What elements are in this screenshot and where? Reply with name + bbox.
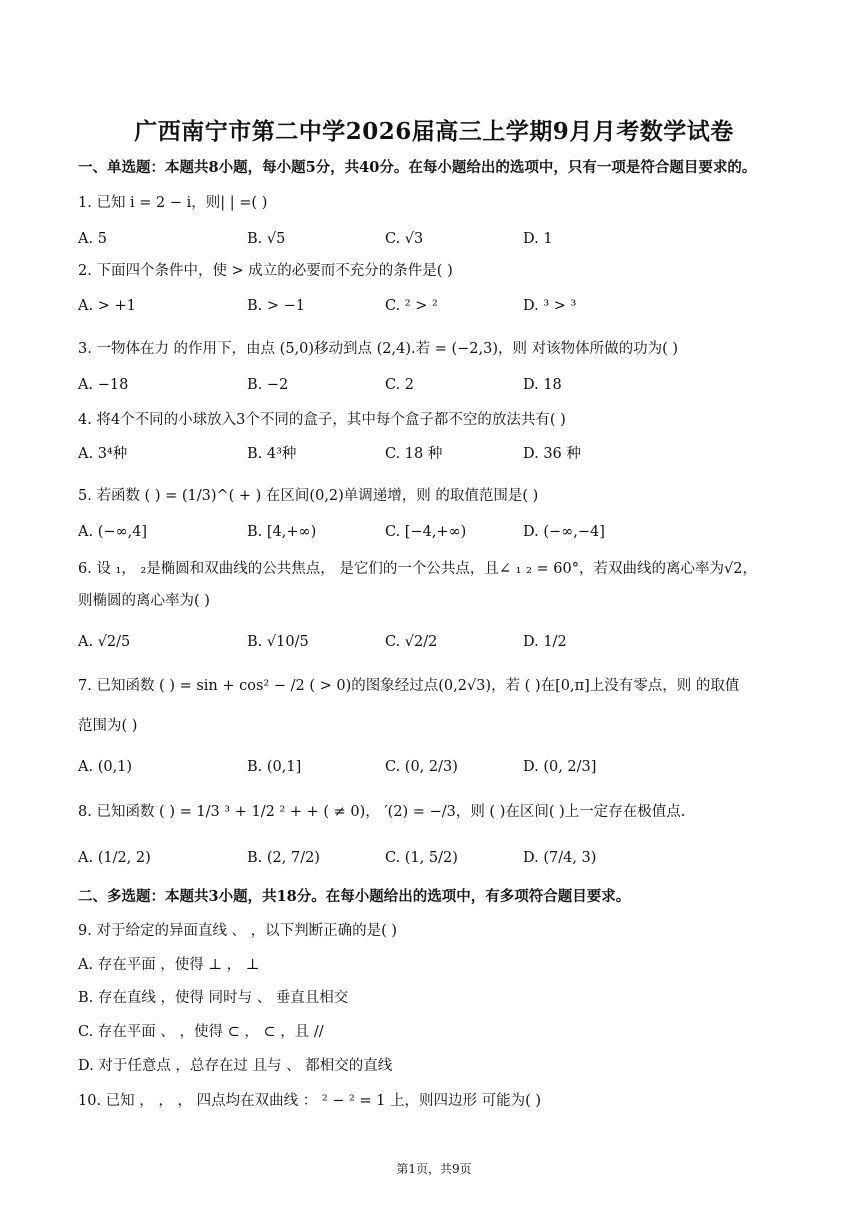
q4-option-b: B. 4³种 [247, 446, 297, 462]
q6-option-b: B. √10/5 [247, 634, 309, 650]
question-7-line-1: 7. 已知函数 ( ) = sin + cos² − /2 ( > 0)的图象经过点(0,2√3)，若 ( )在[0,π]上没有零点，则 的取值 [78, 678, 740, 694]
q4-option-c: C. 18 种 [385, 446, 443, 462]
question-4: 4. 将4个不同的小球放入3个不同的盒子，其中每个盒子都不空的放法共有( ) [78, 412, 566, 428]
question-5: 5. 若函数 ( ) = (1/3)^( + ) 在区间(0,2)单调递增，则 的取值范围是( ) [78, 488, 539, 504]
question-9: 9. 对于给定的异面直线 、 ，以下判断正确的是( ) [78, 923, 398, 939]
question-7-line-2: 范围为( ) [78, 718, 138, 734]
q8-option-c: C. (1, 5/2) [385, 850, 458, 866]
question-8: 8. 已知函数 ( ) = 1/3 ³ + 1/2 ² + + ( ≠ 0)， ′(2) = −/3，则 ( )在区间( )上一定存在极值点. [78, 804, 686, 820]
q3-option-d: D. 18 [523, 377, 562, 393]
page-title: 广西南宁市第二中学2026届高三上学期9月月考数学试卷 [134, 118, 734, 145]
q3-option-a: A. −18 [78, 377, 129, 393]
q8-option-a: A. (1/2, 2) [78, 850, 151, 866]
q7-option-b: B. (0,1] [247, 759, 302, 775]
question-6-line-2: 则椭圆的离心率为( ) [78, 593, 210, 609]
question-10: 10. 已知 ， ， ， 四点均在双曲线 ： ² − ² = 1 上，则四边形 可能为( ) [78, 1093, 542, 1109]
q1-option-d: D. 1 [523, 231, 553, 247]
q1-option-c: C. √3 [385, 231, 424, 247]
q9-option-a: A. 存在平面 ，使得 ⊥ ， ⊥ [78, 957, 260, 973]
q8-option-d: D. (7/4, 3) [523, 850, 597, 866]
question-6-line-1: 6. 设 ₁， ₂是椭圆和双曲线的公共焦点， 是它们的一个公共点，且∠ ₁ ₂ = 60°，若双曲线的离心率为√2， [78, 561, 757, 577]
question-3: 3. 一物体在力 的作用下，由点 (5,0)移动到点 (2,4).若 = (−2,3)，则 对该物体所做的功为( ) [78, 341, 679, 357]
q4-option-d: D. 36 种 [523, 446, 581, 462]
q6-option-d: D. 1/2 [523, 634, 567, 650]
q2-option-d: D. ³ > ³ [523, 298, 577, 314]
q2-option-a: A. > +1 [78, 298, 136, 314]
q4-option-a: A. 3⁴种 [78, 446, 128, 462]
q7-option-a: A. (0,1) [78, 759, 133, 775]
q3-option-c: C. 2 [385, 377, 415, 393]
question-2: 2. 下面四个条件中，使 > 成立的必要而不充分的条件是( ) [78, 263, 453, 279]
q6-option-a: A. √2/5 [78, 634, 131, 650]
q1-option-b: B. √5 [247, 231, 286, 247]
q9-option-c: C. 存在平面 、 ，使得 ⊂ ， ⊂ ，且 // [78, 1024, 324, 1040]
q2-option-c: C. ² > ² [385, 298, 438, 314]
question-1: 1. 已知 i = 2 − i，则| | =( ) [78, 195, 268, 211]
q2-option-b: B. > −1 [247, 298, 306, 314]
q5-option-b: B. [4,+∞) [247, 524, 317, 540]
q7-option-c: C. (0, 2/3) [385, 759, 458, 775]
q9-option-d: D. 对于任意点 ，总存在过 且与 、 都相交的直线 [78, 1058, 393, 1074]
q6-option-c: C. √2/2 [385, 634, 438, 650]
page-footer: 第1页，共9页 [396, 1162, 472, 1176]
section-heading-single-choice: 一、单选题：本题共8小题，每小题5分，共40分。在每小题给出的选项中，只有一项是符合题目要求的。 [78, 159, 757, 176]
q8-option-b: B. (2, 7/2) [247, 850, 320, 866]
q5-option-d: D. (−∞,−4] [523, 524, 605, 540]
q9-option-b: B. 存在直线 ，使得 同时与 、 垂直且相交 [78, 990, 349, 1006]
q7-option-d: D. (0, 2/3] [523, 759, 597, 775]
q1-option-a: A. 5 [78, 231, 107, 247]
q3-option-b: B. −2 [247, 377, 289, 393]
section-heading-multiple-choice: 二、多选题：本题共3小题，共18分。在每小题给出的选项中，有多项符合题目要求。 [78, 888, 631, 905]
q5-option-a: A. (−∞,4] [78, 524, 148, 540]
q5-option-c: C. [−4,+∞) [385, 524, 467, 540]
